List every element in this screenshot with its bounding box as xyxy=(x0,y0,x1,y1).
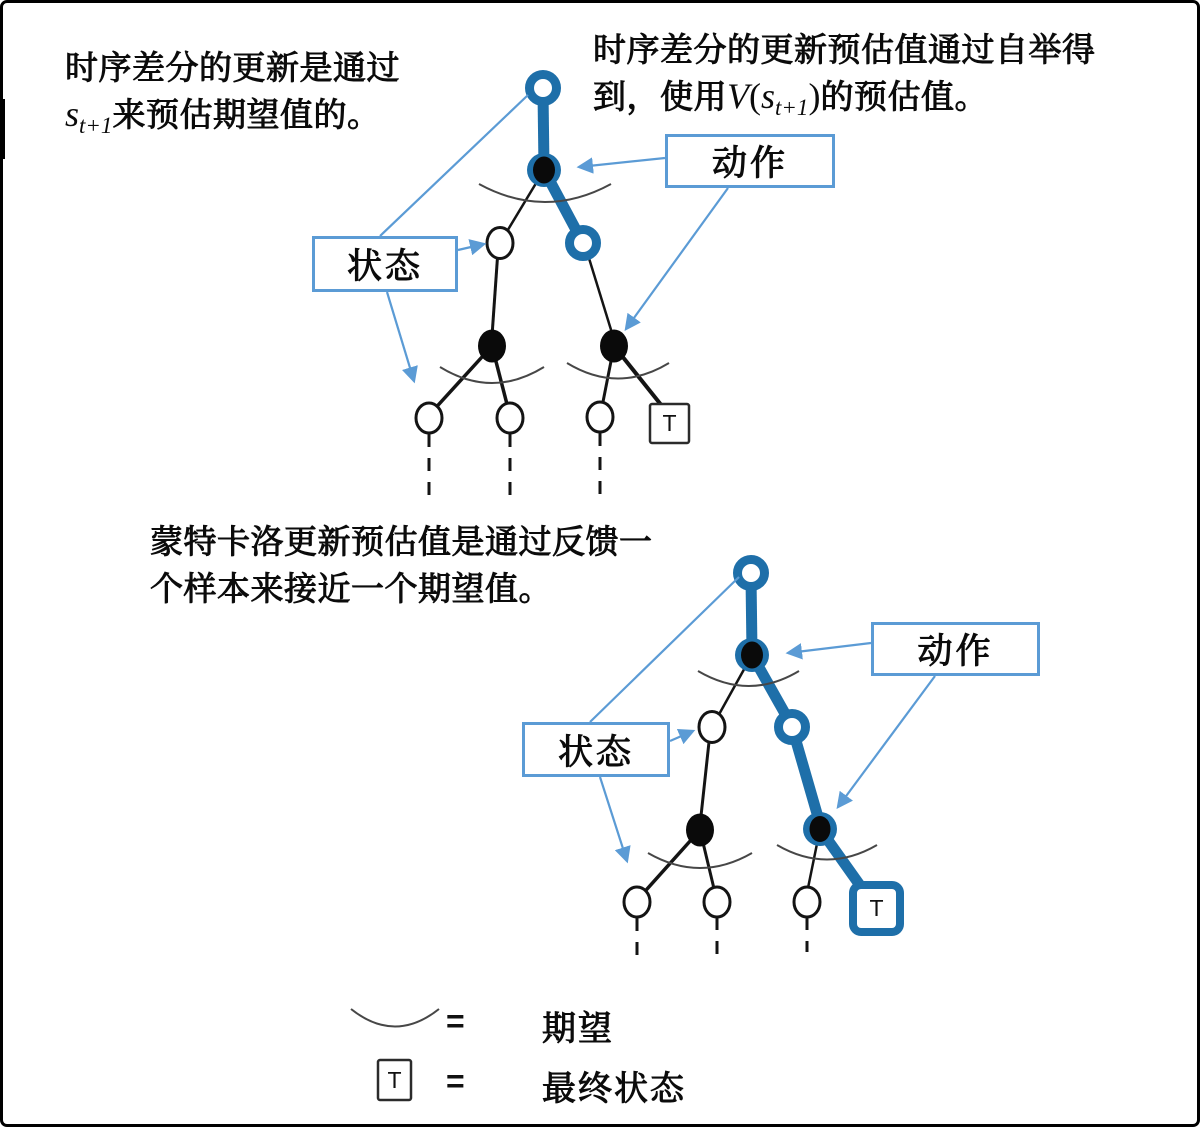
td-terminal-letter: T xyxy=(662,410,677,436)
mc-action-arrow-to-action xyxy=(788,643,871,653)
td-state-arrow-to-state xyxy=(458,244,484,250)
td-action-arrow-to-action xyxy=(579,158,665,167)
mc-leaf-state-node xyxy=(704,887,730,917)
mc-leaf-state-node xyxy=(624,887,650,917)
td-action-node xyxy=(533,157,555,184)
td-note-left-line1: 时序差分的更新是通过 xyxy=(65,49,400,86)
td-state-arrow-down xyxy=(387,292,414,381)
expectation-arc xyxy=(567,363,669,379)
mc-action-arrow-to-action2 xyxy=(838,676,935,807)
legend-terminal-state-label: 最终状态 xyxy=(542,1070,686,1108)
expectation-arc xyxy=(440,367,544,383)
td-state-line-to-root xyxy=(380,95,528,236)
expectation-arc xyxy=(648,853,752,868)
td-note-right xyxy=(593,26,1096,131)
mc-sampled-state-node xyxy=(779,714,806,741)
td-sampled-state-node xyxy=(570,230,597,257)
mc-state-arrow-to-state xyxy=(670,731,693,741)
mc-leaf-state-node xyxy=(794,887,820,917)
mc-note-line2: 个样本来接近一个期望值。 xyxy=(150,570,552,607)
td-note-right-line1: 时序差分的更新预估值通过自举得 xyxy=(593,31,1096,68)
legend-expectation-arc xyxy=(351,1009,439,1027)
td-edge-bluestate-action3 xyxy=(588,255,612,333)
mc-terminal-letter: T xyxy=(869,895,884,921)
mc-root-state-node xyxy=(738,560,765,587)
td-leaf-state-node xyxy=(497,403,523,433)
td-note-left xyxy=(65,44,400,149)
mc-state-node xyxy=(699,712,725,743)
td-note-left-line2-rest: 来预估期望值的。 xyxy=(112,96,381,133)
math-V-s-t1: $V(s_{t+1})$ xyxy=(727,76,821,120)
legend-symbols xyxy=(351,1009,439,1100)
td-note-right-line2-pre: 到，使用 xyxy=(593,78,727,115)
mc-action-node xyxy=(686,814,714,847)
td-action-node xyxy=(600,330,628,363)
td-state-callout-box xyxy=(312,236,458,292)
td-edge-state-action2 xyxy=(492,250,498,336)
expectation-arc xyxy=(698,671,799,686)
mc-action-callout-box xyxy=(871,622,1040,676)
legend-terminal-letter: T xyxy=(387,1067,402,1093)
td-note-right-line2-post: 的预估值。 xyxy=(820,78,988,115)
mc-state-callout-box xyxy=(522,722,670,777)
td-action-callout-label: 动作 xyxy=(711,144,788,183)
td-note-right-line2 xyxy=(593,73,1096,131)
legend-expectation-label: 期望 xyxy=(542,1010,614,1048)
td-action-arrow-to-action2 xyxy=(626,188,728,329)
mc-note-line1: 蒙特卡洛更新预估值是通过反馈一 xyxy=(150,523,653,560)
mc-action-node xyxy=(741,642,763,669)
td-note-left-line2 xyxy=(65,91,400,149)
mc-state-callout-label: 状态 xyxy=(557,732,634,772)
td-action-callout-box xyxy=(665,134,835,188)
td-leaf-state-node xyxy=(587,402,613,432)
mc-note xyxy=(150,518,653,612)
legend-equals-1: = xyxy=(446,1003,465,1039)
mc-callout-arrows xyxy=(590,577,935,861)
td-root-state-node xyxy=(530,75,557,102)
legend-equals-2: = xyxy=(446,1063,465,1099)
mc-action-node xyxy=(810,816,831,842)
td-state-callout-label: 状态 xyxy=(346,247,423,286)
td-action-node xyxy=(478,330,506,363)
math-s-t1: $s_{t+1}$ xyxy=(65,94,113,138)
td-state-node xyxy=(487,228,513,259)
mc-state-arrow-down xyxy=(600,777,627,861)
td-leaf-state-node xyxy=(416,403,442,433)
mc-action-callout-label: 动作 xyxy=(917,632,994,671)
mc-edge-state-action2 xyxy=(701,742,709,816)
